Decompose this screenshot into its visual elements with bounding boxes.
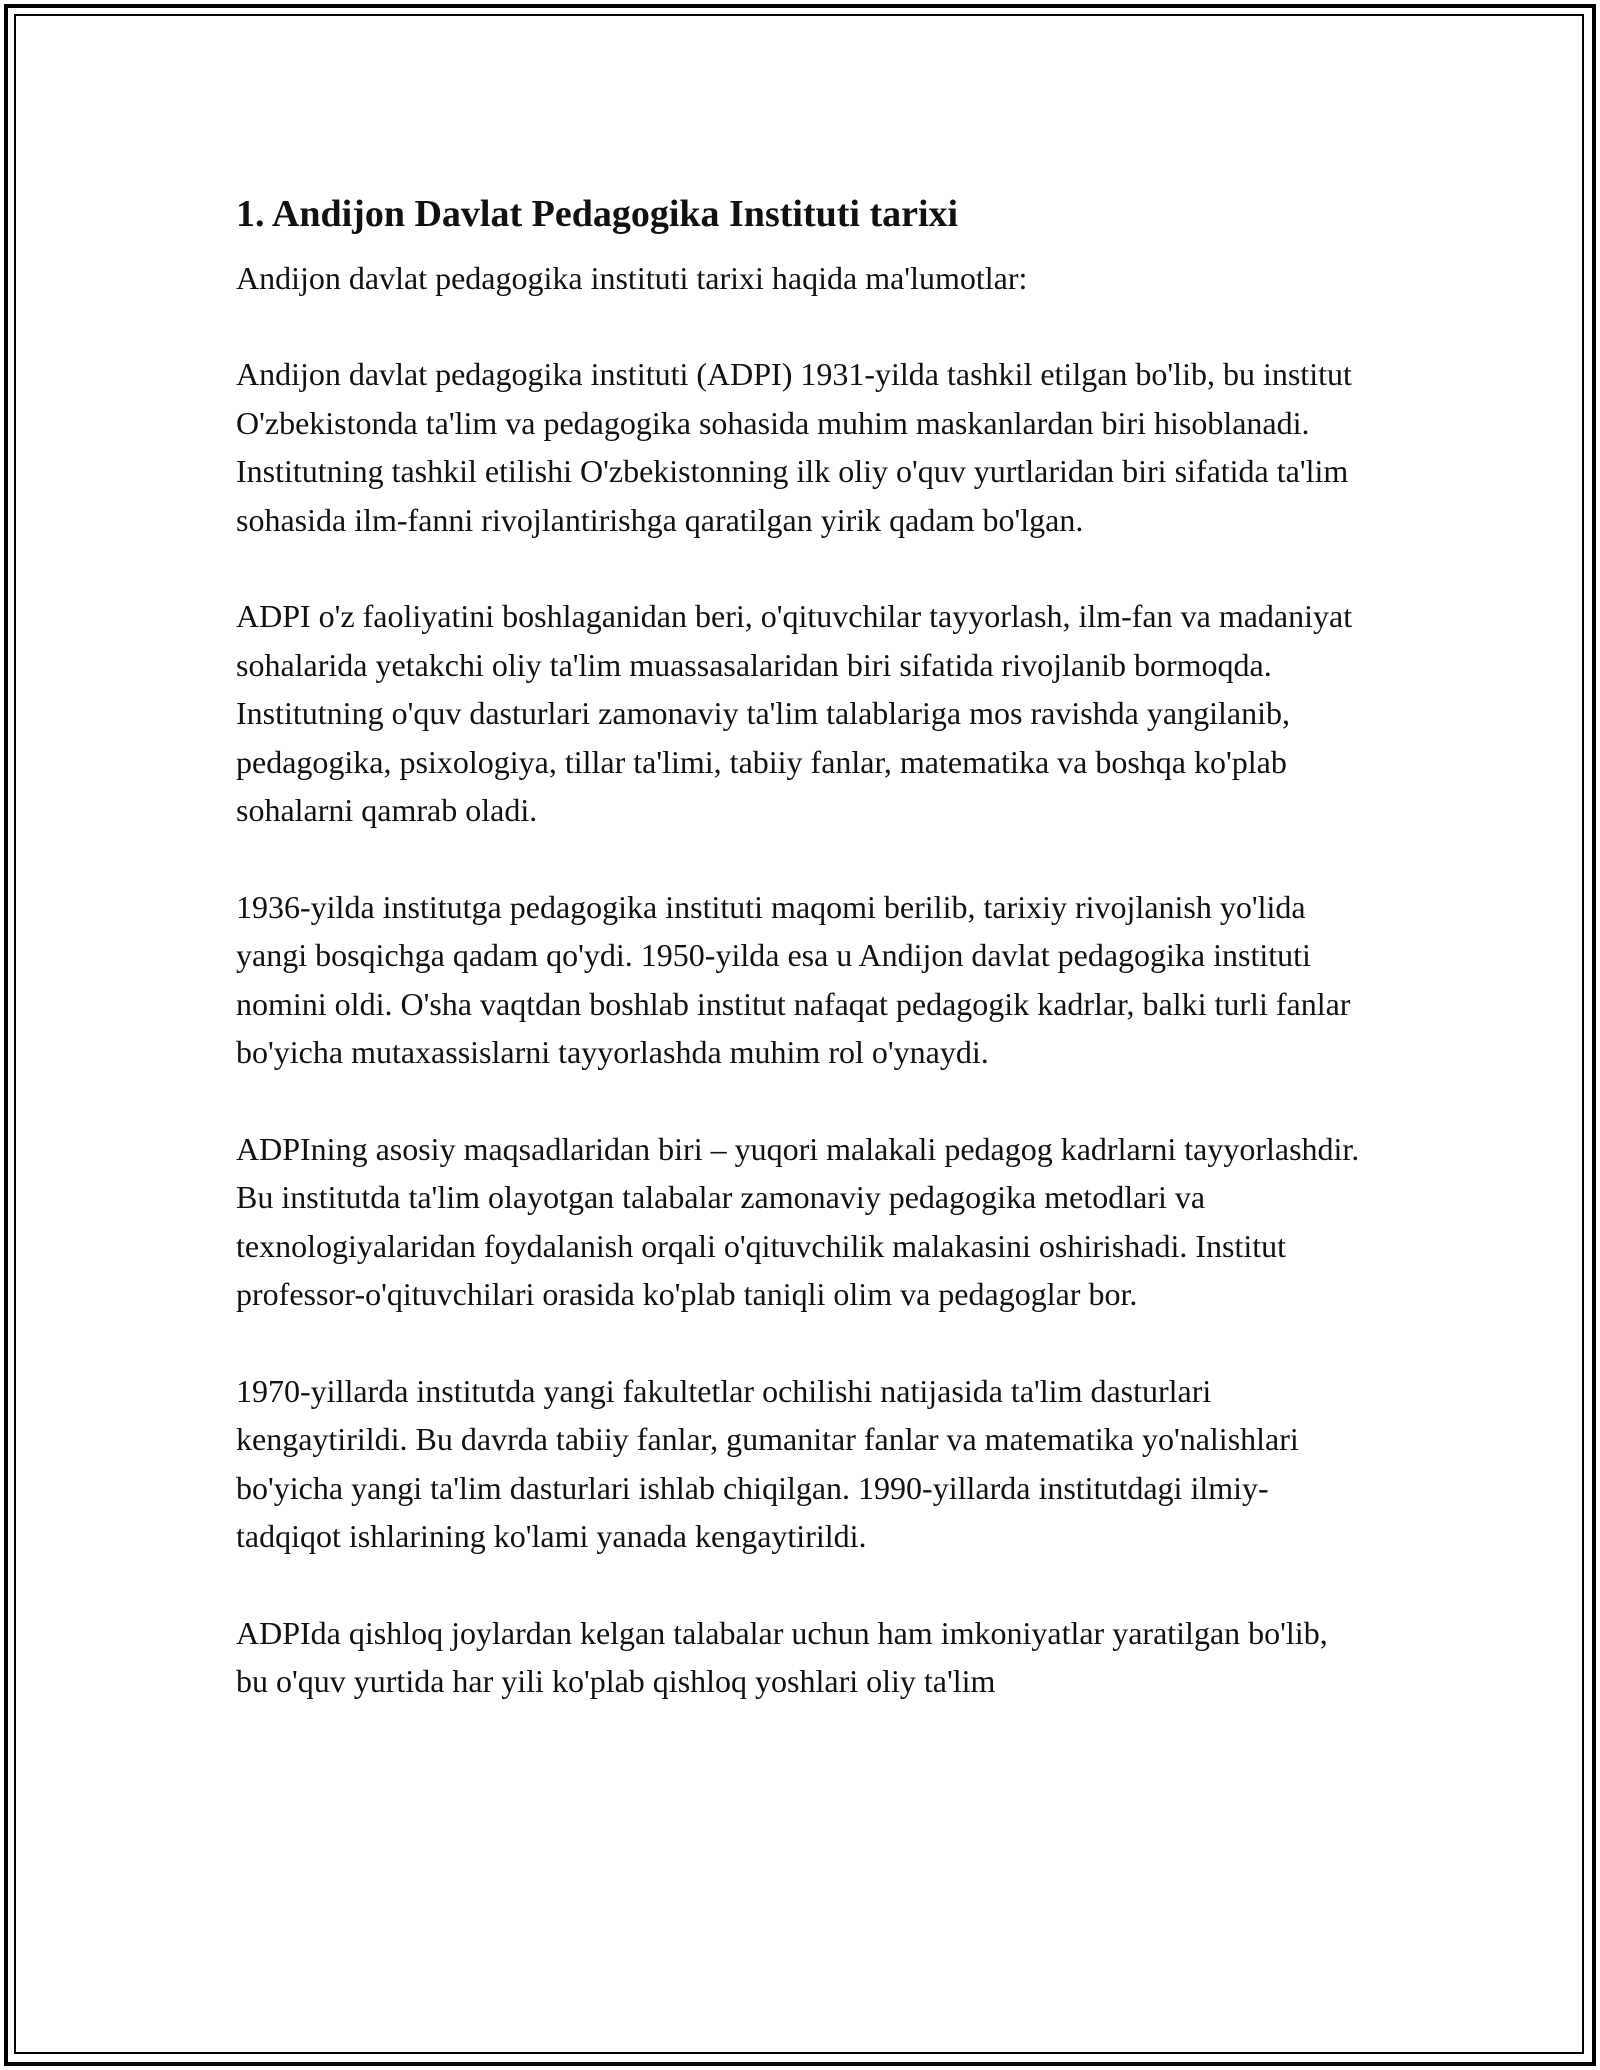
paragraph-4: ADPIning asosiy maqsadlaridan biri – yuqori malakali pedagog kadrlarni tayyorlashdir. Bu institutda ta'lim olayotgan talabalar zamonaviy pedagogika metodlari va texnologiyalaridan foydalanish orqali o'qituvchilik malakasini oshirishadi. Institut professor-o'qituvchilari orasida ko'plab taniqli olim va pedagoglar bor.	[236, 1130, 1360, 1312]
document-title: 1. Andijon Davlat Pedagogika Instituti tarixi	[236, 193, 959, 235]
paragraph-5: 1970-yillarda institutda yangi fakultetlar ochilishi natijasida ta'lim dasturlari kengaytirildi. Bu davrda tabiiy fanlar, gumanitar fanlar va matematika yo'nalishlari bo'yicha yangi ta'lim dasturlari ishlab chiqilgan. 1990-yillarda institutdagi ilmiy-tadqiqot ishlarining ko'lami yanada kengaytirildi.	[236, 1372, 1299, 1554]
paragraph-2: ADPI o'z faoliyatini boshlaganidan beri, o'qituvchilar tayyorlash, ilm-fan va madaniyat sohalarida yetakchi oliy ta'lim muassasalaridan biri sifatida rivojlanib bormoqda. Institutning o'quv dasturlari zamonaviy ta'lim talablariga mos ravishda yangilanib, pedagogika, psixologiya, tillar ta'limi, tabiiy fanlar, matematika va boshqa ko'plab sohalarni qamrab oladi.	[236, 598, 1353, 828]
intro-paragraph: Andijon davlat pedagogika instituti tarixi haqida ma'lumotlar:	[236, 260, 1028, 296]
paragraph-list	[236, 350, 1366, 1706]
paragraph-1: Andijon davlat pedagogika instituti (ADPI) 1931-yilda tashkil etilgan bo'lib, bu institut O'zbekistonda ta'lim va pedagogika sohasida muhim maskanlardan biri hisoblanadi. Institutning tashkil etilishi O'zbekistonning ilk oliy o'quv yurtlaridan biri sifatida ta'lim sohasida ilm-fanni rivojlantirishga qaratilgan yirik qadam bo'lgan.	[236, 356, 1352, 538]
paragraph-6: ADPIda qishloq joylardan kelgan talabalar uchun ham imkoniyatlar yaratilgan bo'lib, bu o'quv yurtida har yili ko'plab qishloq yoshlari oliy ta'lim	[236, 1614, 1328, 1699]
document-body	[236, 186, 1366, 1706]
paragraph-3: 1936-yilda institutga pedagogika instituti maqomi berilib, tarixiy rivojlanish yo'lida yangi bosqichga qadam qo'ydi. 1950-yilda esa u Andijon davlat pedagogika instituti nomini oldi. O'sha vaqtdan boshlab institut nafaqat pedagogik kadrlar, balki turli fanlar bo'yicha mutaxassislarni tayyorlashda muhim rol o'ynaydi.	[236, 888, 1351, 1070]
